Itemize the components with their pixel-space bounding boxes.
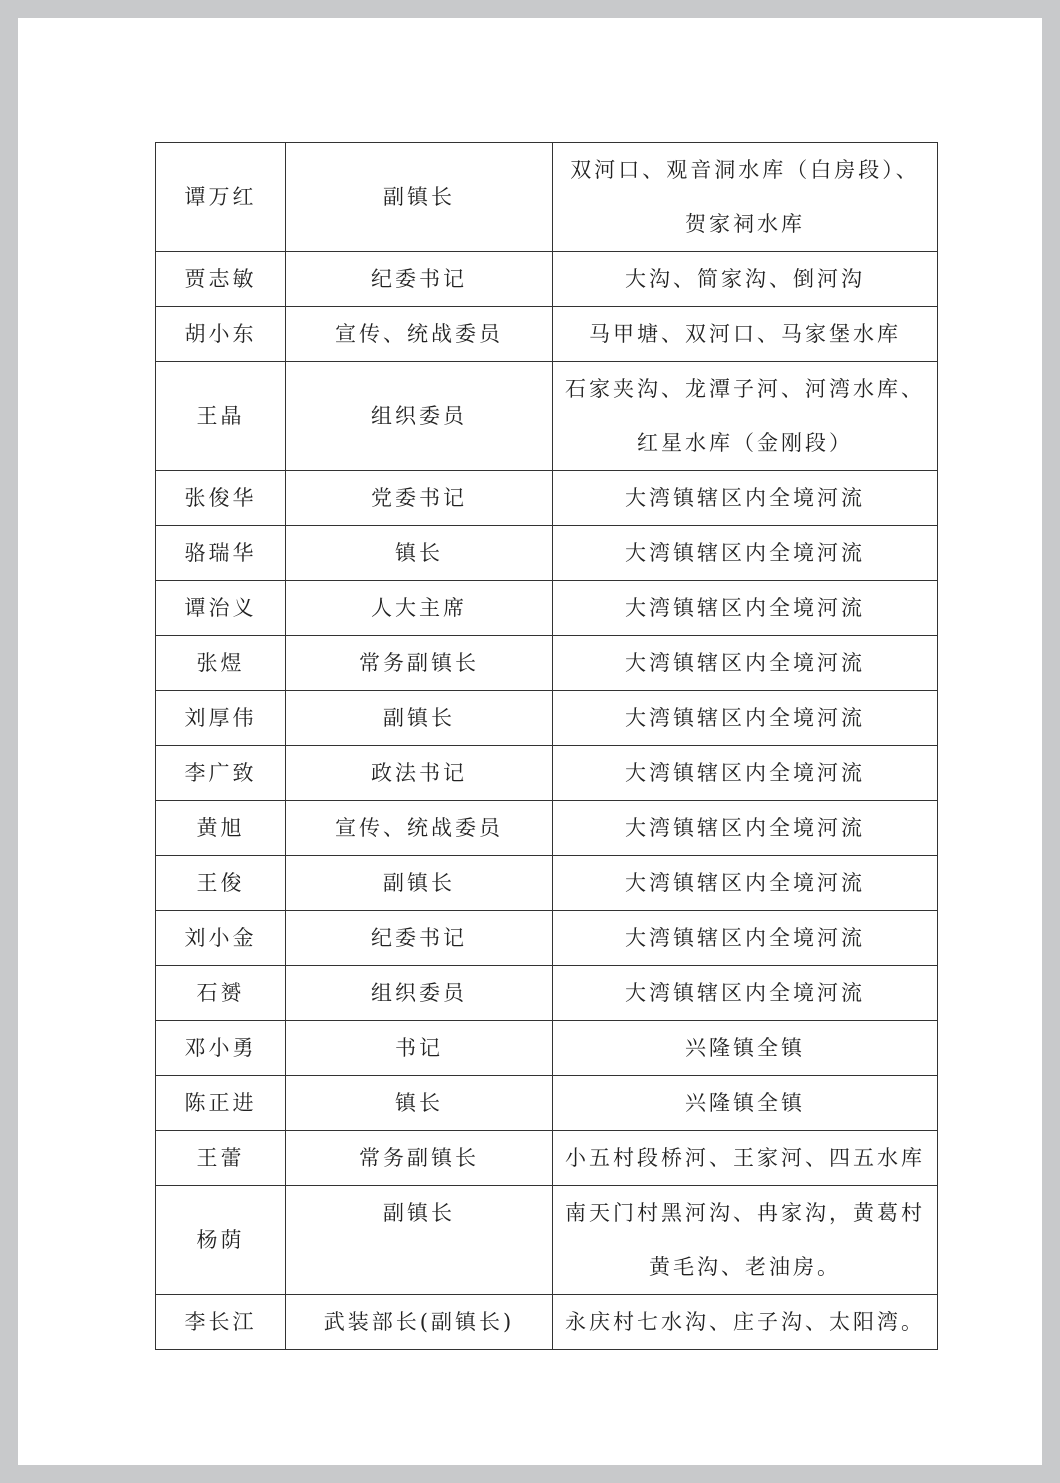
area-cell: 大湾镇辖区内全境河流 [553,581,938,636]
table-row [156,307,938,362]
area-cell: 大沟、简家沟、倒河沟 [553,252,938,307]
area-cell: 永庆村七水沟、庄子沟、太阳湾。 [553,1295,938,1350]
table-row [156,581,938,636]
position-cell: 书记 [286,1021,553,1076]
name-cell: 骆瑞华 [156,526,286,581]
table-row [156,636,938,691]
position-cell: 人大主席 [286,581,553,636]
name-cell: 张煜 [156,636,286,691]
name-cell: 刘厚伟 [156,691,286,746]
area-cell: 大湾镇辖区内全境河流 [553,691,938,746]
area-cell: 马甲塘、双河口、马家堡水库 [553,307,938,362]
name-cell: 杨荫 [156,1186,286,1295]
position-cell: 副镇长 [286,691,553,746]
position-cell: 组织委员 [286,362,553,471]
area-cell: 双河口、观音洞水库（白房段）、贺家祠水库 [553,143,938,252]
area-cell: 石家夹沟、龙潭子河、河湾水库、红星水库（金刚段） [553,362,938,471]
area-cell: 大湾镇辖区内全境河流 [553,526,938,581]
area-cell: 小五村段桥河、王家河、四五水库 [553,1131,938,1186]
position-cell: 纪委书记 [286,911,553,966]
position-cell: 镇长 [286,526,553,581]
name-cell: 谭治义 [156,581,286,636]
name-cell: 石赟 [156,966,286,1021]
name-cell: 邓小勇 [156,1021,286,1076]
table-row [156,856,938,911]
name-cell: 刘小金 [156,911,286,966]
area-cell: 大湾镇辖区内全境河流 [553,471,938,526]
name-cell: 李广致 [156,746,286,801]
name-cell: 胡小东 [156,307,286,362]
position-cell: 镇长 [286,1076,553,1131]
name-cell: 张俊华 [156,471,286,526]
table-row [156,1076,938,1131]
table-row [156,911,938,966]
document-page [18,18,1042,1465]
table-row [156,691,938,746]
table-row [156,471,938,526]
name-cell: 王晶 [156,362,286,471]
position-cell: 纪委书记 [286,252,553,307]
table-row [156,362,938,471]
area-cell: 大湾镇辖区内全境河流 [553,856,938,911]
name-cell: 王俊 [156,856,286,911]
position-cell: 政法书记 [286,746,553,801]
position-cell: 组织委员 [286,966,553,1021]
table-row [156,1131,938,1186]
name-cell: 陈正进 [156,1076,286,1131]
area-cell: 大湾镇辖区内全境河流 [553,636,938,691]
position-cell: 常务副镇长 [286,636,553,691]
position-cell: 常务副镇长 [286,1131,553,1186]
name-cell: 贾志敏 [156,252,286,307]
table-row [156,1295,938,1350]
area-cell: 大湾镇辖区内全境河流 [553,746,938,801]
position-cell: 副镇长 [286,856,553,911]
name-cell: 王蕾 [156,1131,286,1186]
area-cell: 兴隆镇全镇 [553,1021,938,1076]
table-row [156,746,938,801]
table-row [156,526,938,581]
area-cell: 兴隆镇全镇 [553,1076,938,1131]
table-row [156,1186,938,1295]
name-cell: 黄旭 [156,801,286,856]
table-row [156,143,938,252]
table-row [156,1021,938,1076]
position-cell: 副镇长 [286,143,553,252]
position-cell: 宣传、统战委员 [286,801,553,856]
river-chief-table [155,142,938,1350]
position-cell: 武装部长(副镇长) [286,1295,553,1350]
area-cell: 南天门村黑河沟、冉家沟，黄葛村黄毛沟、老油房。 [553,1186,938,1295]
position-cell: 副镇长 [286,1186,553,1295]
area-cell: 大湾镇辖区内全境河流 [553,801,938,856]
position-cell: 党委书记 [286,471,553,526]
position-cell: 宣传、统战委员 [286,307,553,362]
table-row [156,252,938,307]
table-row [156,801,938,856]
area-cell: 大湾镇辖区内全境河流 [553,966,938,1021]
table-row [156,966,938,1021]
name-cell: 李长江 [156,1295,286,1350]
area-cell: 大湾镇辖区内全境河流 [553,911,938,966]
name-cell: 谭万红 [156,143,286,252]
